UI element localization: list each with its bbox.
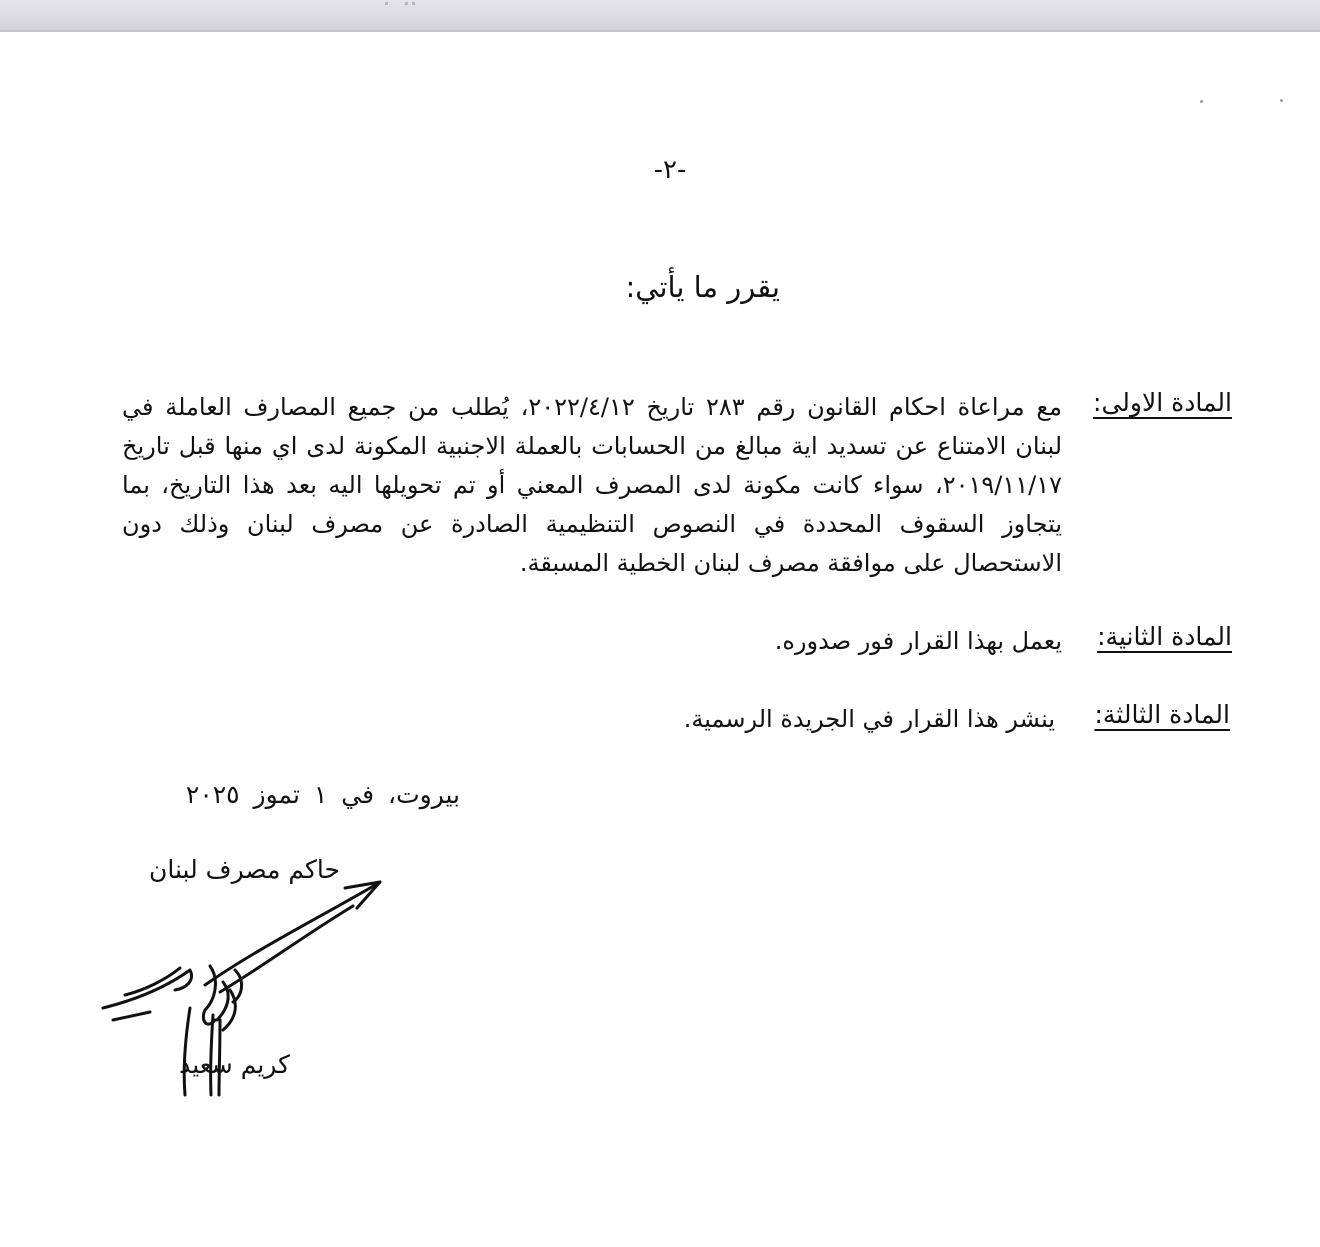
governor-name: كريم سعيد	[179, 1050, 290, 1079]
page-number: -٢-	[653, 155, 687, 185]
scan-artifact	[412, 2, 415, 5]
article-first	[122, 388, 1232, 588]
scan-speck	[1200, 100, 1203, 103]
scan-artifact	[405, 2, 408, 5]
article-label: المادة الثانية:	[1097, 622, 1232, 651]
scan-artifact	[385, 2, 388, 5]
governor-title: حاكم مصرف لبنان	[149, 855, 340, 884]
article-text: يعمل بهذا القرار فور صدوره.	[774, 627, 1062, 655]
article-third	[120, 700, 1230, 740]
article-text: ينشر هذا القرار في الجريدة الرسمية.	[683, 705, 1055, 733]
article-text: مع مراعاة احكام القانون رقم ٢٨٣ تاريخ ٢٠٢٢/٤/١٢، يُطلب من جميع المصارف العاملة في لبنان الامتناع عن تسديد اية مبالغ من الحسابات بالعملة الاجنبية المكونة لدى اي منها قبل تاريخ ٢٠١٩/١١/١٧، سواء كانت مكونة لدى المصرف المعني أو تم تحويلها اليه بعد هذا التاريخ، بما يتجاوز السقوف المحددة في النصوص التنظيمية الصادرة عن مصرف لبنان وذلك دون الاستحصال على موافقة مصرف لبنان الخطية المسبقة.	[122, 393, 1062, 577]
scan-top-edge	[0, 0, 1320, 32]
scan-speck	[1280, 99, 1283, 102]
date-line: بيروت، في ١ تموز ٢٠٢٥	[185, 780, 460, 809]
article-label: المادة الثالثة:	[1094, 700, 1230, 729]
decision-intro: يقرر ما يأتي:	[625, 270, 780, 304]
article-second	[122, 622, 1232, 662]
article-label: المادة الاولى:	[1093, 388, 1232, 417]
